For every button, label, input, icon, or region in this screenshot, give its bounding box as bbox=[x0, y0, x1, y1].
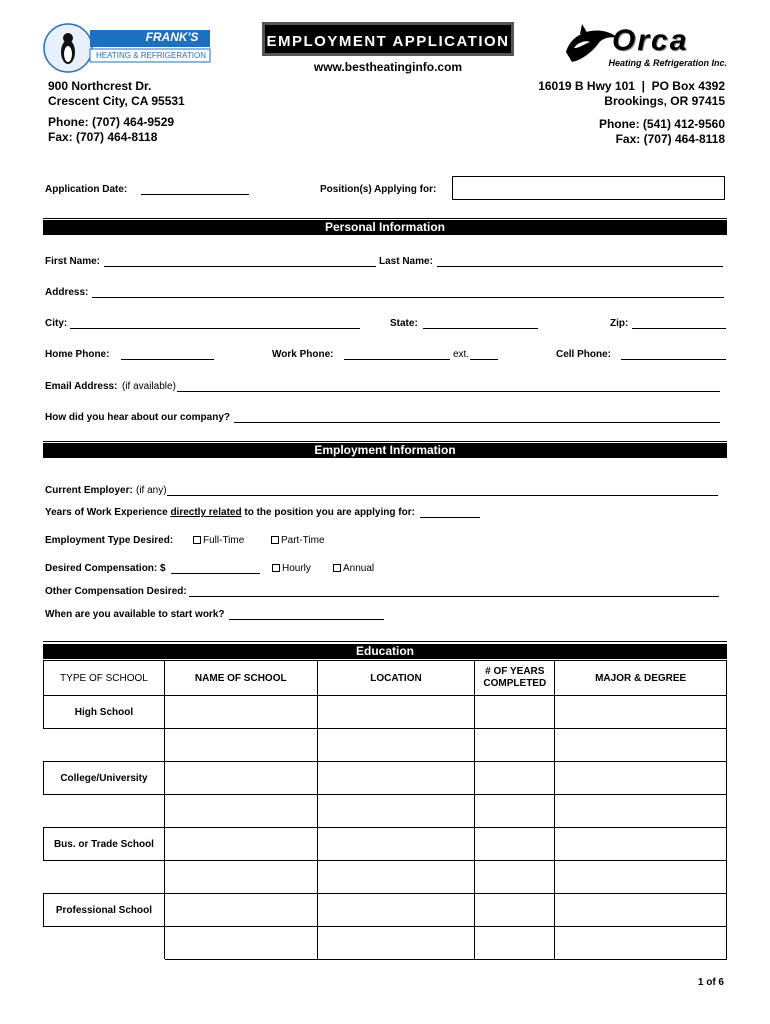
major-cell[interactable] bbox=[555, 762, 727, 795]
full-time-option[interactable] bbox=[193, 535, 244, 546]
right-fax: Fax: (707) 464-8118 bbox=[615, 132, 725, 146]
email-note: (if available) bbox=[122, 381, 176, 392]
table-row bbox=[44, 696, 727, 729]
cell-phone-field[interactable] bbox=[621, 349, 726, 360]
years-cell[interactable] bbox=[475, 894, 555, 927]
compensation-label: Desired Compensation: $ bbox=[45, 563, 166, 574]
table-row bbox=[44, 729, 727, 762]
franks-logo bbox=[42, 22, 214, 74]
left-address-line1: 900 Northcrest Dr. bbox=[48, 79, 152, 93]
years-experience-field[interactable] bbox=[420, 507, 480, 518]
location-cell[interactable] bbox=[317, 861, 475, 894]
zip-label: Zip: bbox=[610, 318, 629, 329]
section-education-heading: Education bbox=[43, 644, 727, 659]
right-address-line1: 16019 B Hwy 101 | PO Box 4392 bbox=[538, 79, 725, 93]
table-row bbox=[44, 927, 727, 960]
address-label: Address: bbox=[45, 287, 89, 298]
years-cell[interactable] bbox=[475, 795, 555, 828]
work-phone-label: Work Phone: bbox=[272, 349, 334, 360]
state-label: State: bbox=[390, 318, 418, 329]
start-work-label: When are you available to start work? bbox=[45, 609, 225, 620]
school-type-high: High School bbox=[44, 696, 165, 729]
city-field[interactable] bbox=[70, 318, 360, 329]
school-type-blank bbox=[44, 927, 165, 960]
divider bbox=[43, 641, 727, 642]
hourly-label: Hourly bbox=[282, 563, 311, 574]
orca-tagline: Heating & Refrigeration Inc. bbox=[608, 58, 727, 68]
major-cell[interactable] bbox=[555, 894, 727, 927]
zip-field[interactable] bbox=[632, 318, 726, 329]
location-cell[interactable] bbox=[317, 894, 475, 927]
years-cell[interactable] bbox=[475, 762, 555, 795]
full-time-checkbox[interactable] bbox=[193, 536, 201, 544]
school-name-cell[interactable] bbox=[164, 927, 317, 960]
website: www.bestheatinginfo.com bbox=[313, 60, 463, 74]
home-phone-label: Home Phone: bbox=[45, 349, 110, 360]
major-cell[interactable] bbox=[555, 927, 727, 960]
application-date-label: Application Date: bbox=[45, 184, 128, 195]
city-label: City: bbox=[45, 318, 68, 329]
position-label: Position(s) Applying for: bbox=[320, 184, 437, 195]
school-type-professional: Professional School bbox=[44, 894, 165, 927]
location-cell[interactable] bbox=[317, 729, 475, 762]
franks-brand: FRANK'S bbox=[145, 30, 199, 44]
right-address-line2: Brookings, OR 97415 bbox=[604, 94, 725, 108]
major-cell[interactable] bbox=[555, 795, 727, 828]
left-fax: Fax: (707) 464-8118 bbox=[48, 130, 158, 144]
years-cell[interactable] bbox=[475, 927, 555, 960]
divider bbox=[43, 218, 727, 219]
school-name-cell[interactable] bbox=[164, 795, 317, 828]
first-name-label: First Name: bbox=[45, 256, 101, 267]
column-header: LOCATION bbox=[317, 661, 475, 696]
last-name-field[interactable] bbox=[437, 256, 723, 267]
school-type-blank bbox=[44, 861, 165, 894]
divider bbox=[43, 441, 727, 442]
location-cell[interactable] bbox=[317, 795, 475, 828]
left-contact bbox=[48, 115, 174, 145]
annual-label: Annual bbox=[343, 563, 375, 574]
school-type-blank bbox=[44, 795, 165, 828]
years-text-pre: Years of Work Experience bbox=[45, 507, 171, 518]
section-employment-heading: Employment Information bbox=[43, 443, 727, 458]
school-name-cell[interactable] bbox=[164, 894, 317, 927]
other-compensation-label: Other Compensation Desired: bbox=[45, 586, 187, 597]
last-name-label: Last Name: bbox=[379, 256, 433, 267]
table-row bbox=[44, 762, 727, 795]
email-field[interactable] bbox=[177, 381, 720, 392]
school-name-cell[interactable] bbox=[164, 861, 317, 894]
left-phone: Phone: (707) 464-9529 bbox=[48, 115, 175, 129]
school-name-cell[interactable] bbox=[164, 828, 317, 861]
orca-logo bbox=[562, 22, 727, 72]
ext-label: ext. bbox=[453, 349, 470, 360]
application-date-field[interactable] bbox=[141, 184, 249, 195]
years-text-underline: directly related bbox=[170, 507, 242, 518]
hourly-option[interactable] bbox=[272, 563, 311, 574]
ext-field[interactable] bbox=[470, 349, 498, 360]
major-cell[interactable] bbox=[555, 729, 727, 762]
position-field[interactable] bbox=[452, 176, 725, 200]
table-row bbox=[44, 828, 727, 861]
location-cell[interactable] bbox=[317, 696, 475, 729]
email-label: Email Address: bbox=[45, 381, 118, 392]
location-cell[interactable] bbox=[317, 927, 475, 960]
location-cell[interactable] bbox=[317, 828, 475, 861]
hear-field[interactable] bbox=[234, 412, 720, 423]
major-cell[interactable] bbox=[555, 861, 727, 894]
part-time-checkbox[interactable] bbox=[271, 536, 279, 544]
school-type-trade: Bus. or Trade School bbox=[44, 828, 165, 861]
right-phone: Phone: (541) 412-9560 bbox=[598, 117, 725, 131]
franks-tagline: HEATING & REFRIGERATION bbox=[96, 51, 206, 60]
column-header: NAME OF SCHOOL bbox=[164, 661, 317, 696]
school-name-cell[interactable] bbox=[164, 729, 317, 762]
major-cell[interactable] bbox=[555, 828, 727, 861]
table-row bbox=[44, 861, 727, 894]
years-cell[interactable] bbox=[475, 729, 555, 762]
column-header: # OF YEARS COMPLETED bbox=[475, 661, 555, 696]
home-phone-field[interactable] bbox=[121, 349, 214, 360]
hear-label: How did you hear about our company? bbox=[45, 412, 231, 423]
years-cell[interactable] bbox=[475, 696, 555, 729]
right-address bbox=[538, 79, 725, 109]
current-employer-field[interactable] bbox=[167, 485, 718, 496]
table-row bbox=[44, 894, 727, 927]
left-address-line2: Crescent City, CA 95531 bbox=[48, 94, 185, 108]
current-employer-note: (if any) bbox=[136, 485, 167, 496]
current-employer-label: Current Employer: bbox=[45, 485, 133, 496]
other-compensation-field[interactable] bbox=[189, 586, 719, 597]
years-text-post: to the position you are applying for: bbox=[241, 507, 415, 518]
cell-phone-label: Cell Phone: bbox=[556, 349, 612, 360]
annual-option[interactable] bbox=[333, 563, 374, 574]
full-time-label: Full-Time bbox=[203, 535, 245, 546]
page-number: 1 of 6 bbox=[697, 977, 724, 988]
page-title: EMPLOYMENT APPLICATION bbox=[262, 22, 514, 56]
part-time-option[interactable] bbox=[271, 535, 325, 546]
start-work-field[interactable] bbox=[229, 609, 384, 620]
state-field[interactable] bbox=[423, 318, 538, 329]
years-cell[interactable] bbox=[475, 828, 555, 861]
work-phone-field[interactable] bbox=[344, 349, 450, 360]
major-cell[interactable] bbox=[555, 696, 727, 729]
annual-checkbox[interactable] bbox=[333, 564, 341, 572]
left-address bbox=[48, 79, 185, 109]
column-header: MAJOR & DEGREE bbox=[555, 661, 727, 696]
address-field[interactable] bbox=[92, 287, 724, 298]
school-type-blank bbox=[44, 729, 165, 762]
orca-brand: Orca bbox=[612, 24, 689, 57]
education-table bbox=[43, 660, 727, 960]
section-personal-heading: Personal Information bbox=[43, 220, 727, 235]
hourly-checkbox[interactable] bbox=[272, 564, 280, 572]
employment-type-label: Employment Type Desired: bbox=[45, 535, 174, 546]
right-contact bbox=[599, 117, 725, 147]
school-name-cell[interactable] bbox=[164, 696, 317, 729]
education-header-row bbox=[44, 661, 727, 696]
school-name-cell[interactable] bbox=[164, 762, 317, 795]
compensation-field[interactable] bbox=[171, 563, 260, 574]
table-row bbox=[44, 795, 727, 828]
part-time-label: Part-Time bbox=[281, 535, 325, 546]
years-experience-label bbox=[45, 507, 415, 518]
first-name-field[interactable] bbox=[104, 256, 376, 267]
column-header: TYPE OF SCHOOL bbox=[44, 661, 165, 696]
school-type-college: College/University bbox=[44, 762, 165, 795]
location-cell[interactable] bbox=[317, 762, 475, 795]
years-cell[interactable] bbox=[475, 861, 555, 894]
